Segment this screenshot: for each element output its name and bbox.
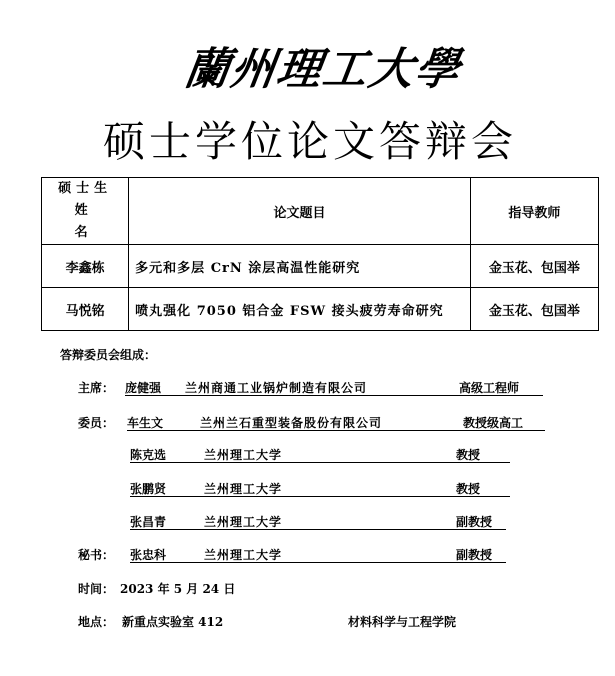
place-label: 地点： xyxy=(78,615,115,629)
header-student-line2: 姓 名 xyxy=(74,203,106,240)
underline xyxy=(130,529,506,530)
header-advisor: 指导教师 xyxy=(470,178,598,245)
secretary-title: 副教授 xyxy=(456,548,493,562)
student-name: 马悦铭 xyxy=(42,288,129,331)
underline xyxy=(127,430,545,431)
underline xyxy=(125,395,543,396)
place-value: 新重点实验室 412 xyxy=(122,615,224,629)
member-name: 陈克选 xyxy=(130,448,167,462)
time-value: 2023 年 5 月 24 日 xyxy=(120,582,236,596)
header-topic: 论文题目 xyxy=(129,178,471,245)
secretary-org: 兰州理工大学 xyxy=(204,548,283,562)
secretary-name: 张忠科 xyxy=(130,548,167,562)
page-title: 硕士学位论文答辩会 xyxy=(102,117,517,166)
underline xyxy=(130,462,510,463)
thesis-topic: 多元和多层 CrN 涂层高温性能研究 xyxy=(129,245,471,288)
chair-org: 兰州商通工业锅炉制造有限公司 xyxy=(185,381,368,395)
school-name: 材料科学与工程学院 xyxy=(348,615,457,629)
underline xyxy=(130,496,510,497)
member-name: 张鹏贤 xyxy=(130,482,167,496)
advisor-names: 金玉花、包国举 xyxy=(470,288,598,331)
thesis-table xyxy=(41,177,599,331)
member-org: 兰州理工大学 xyxy=(204,448,283,462)
member-org: 兰州兰石重型装备股份有限公司 xyxy=(200,416,383,430)
chair-name: 庞健强 xyxy=(125,381,162,395)
member-org: 兰州理工大学 xyxy=(204,482,283,496)
secretary-role: 秘书： xyxy=(78,548,115,562)
chair-role: 主席： xyxy=(78,381,115,395)
chair-title: 高级工程师 xyxy=(459,381,520,395)
member-org: 兰州理工大学 xyxy=(204,515,283,529)
table-row xyxy=(42,245,599,288)
member-title: 教授 xyxy=(456,448,481,462)
committee-label: 答辩委员会组成： xyxy=(60,348,157,362)
university-logo: 蘭州理工大學 xyxy=(181,44,465,95)
members-role: 委员： xyxy=(78,416,115,430)
member-title: 副教授 xyxy=(456,515,493,529)
thesis-topic: 喷丸强化 7050 铝合金 FSW 接头疲劳寿命研究 xyxy=(129,288,471,331)
student-name: 李鑫栋 xyxy=(42,245,129,288)
member-title: 教授级高工 xyxy=(463,416,524,430)
member-name: 张昌青 xyxy=(130,515,167,529)
table-header-row xyxy=(42,178,599,245)
underline xyxy=(130,562,506,563)
member-name: 车生文 xyxy=(127,416,164,430)
header-student-line1: 硕士生 xyxy=(58,181,113,196)
member-title: 教授 xyxy=(456,482,481,496)
time-label: 时间： xyxy=(78,582,115,596)
header-student xyxy=(42,178,129,245)
table-row xyxy=(42,288,599,331)
advisor-names: 金玉花、包国举 xyxy=(470,245,598,288)
